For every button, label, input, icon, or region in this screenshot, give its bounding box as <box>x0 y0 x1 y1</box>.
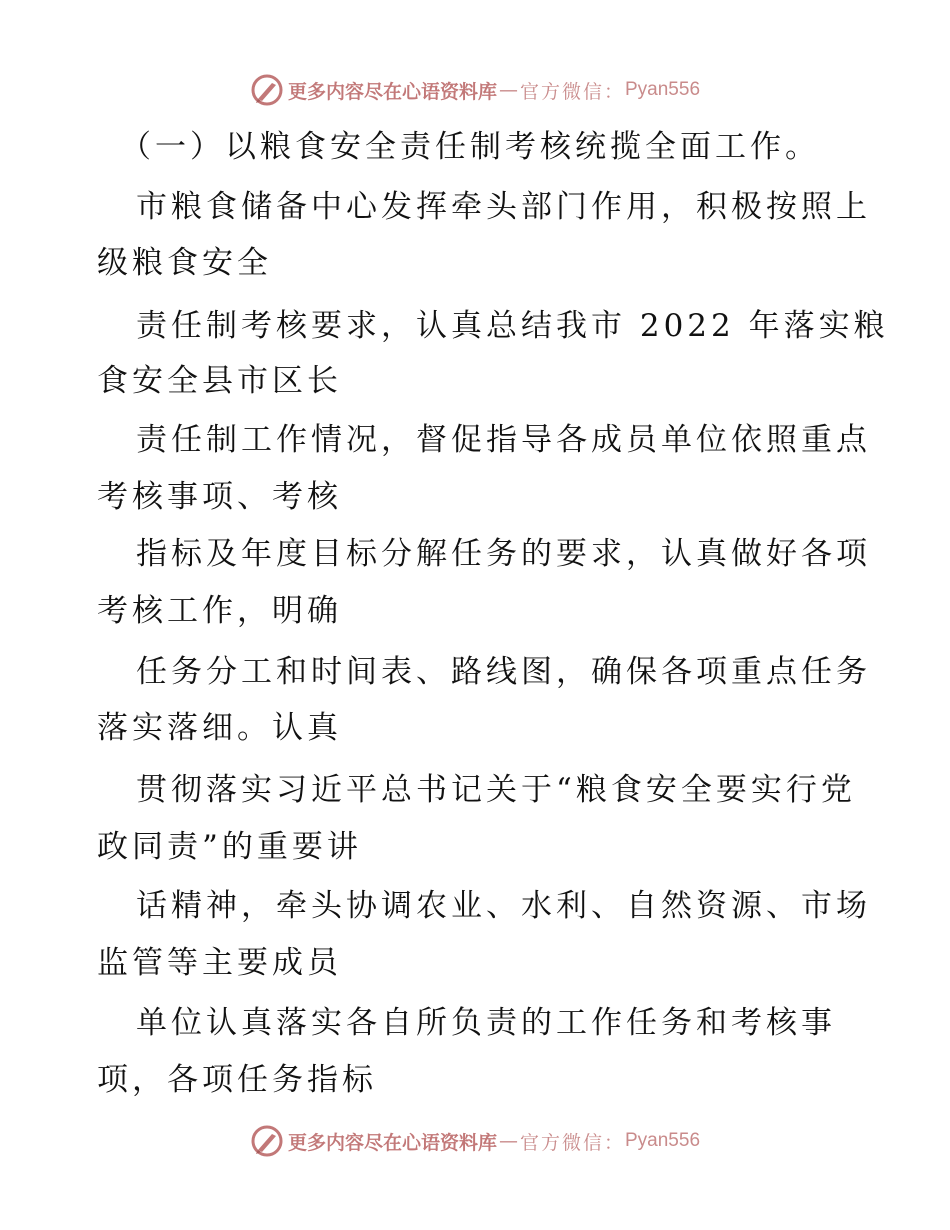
watermark-official-label: 官方微信： <box>519 1131 625 1154</box>
paragraph-line: 考核工作，明确 <box>97 593 342 629</box>
paragraph-line: 考核事项、考核 <box>97 479 342 515</box>
watermark-wechat-id: Pyan556 <box>625 1130 701 1151</box>
paragraph-line: 贯彻落实习近平总书记关于“粮食安全要实行党 <box>136 772 856 808</box>
paragraph-line: 指标及年度目标分解任务的要求，认真做好各项 <box>136 536 871 572</box>
watermark-brand: 更多内容尽在心语资料库 <box>287 80 497 103</box>
paragraph-line: 话精神，牵头协调农业、水利、自然资源、市场 <box>136 888 871 924</box>
footer-watermark <box>0 1121 950 1161</box>
watermark-wechat-id: Pyan556 <box>625 79 701 100</box>
paragraph-line: 落实落细。认真 <box>97 710 342 746</box>
paragraph-line: 市粮食储备中心发挥牵头部门作用，积极按照上 <box>136 189 871 225</box>
paragraph-line: 责任制工作情况，督促指导各成员单位依照重点 <box>136 422 871 458</box>
paragraph-line: 任务分工和时间表、路线图，确保各项重点任务 <box>136 654 871 690</box>
pen-logo-icon <box>250 1124 284 1158</box>
watermark-official-label: 官方微信： <box>519 80 625 103</box>
paragraph-line: 监管等主要成员 <box>97 945 342 981</box>
paragraph-line: 单位认真落实各自所负责的工作任务和考核事 <box>136 1005 836 1041</box>
pen-logo-icon <box>250 73 284 107</box>
watermark-dash: — <box>498 79 518 101</box>
paragraph-line: 食安全县市区长 <box>97 363 342 399</box>
watermark-dash: — <box>498 1130 518 1152</box>
paragraph-line: 项，各项任务指标 <box>97 1062 377 1098</box>
paragraph-line: 责任制考核要求，认真总结我市 2022 年落实粮 <box>136 308 889 344</box>
paragraph-line: 级粮食安全 <box>97 245 272 281</box>
paragraph-line: 政同责”的重要讲 <box>97 829 362 865</box>
section-heading: （一）以粮食安全责任制考核统揽全面工作。 <box>120 129 820 165</box>
header-watermark <box>0 70 950 110</box>
watermark-brand: 更多内容尽在心语资料库 <box>287 1131 497 1154</box>
